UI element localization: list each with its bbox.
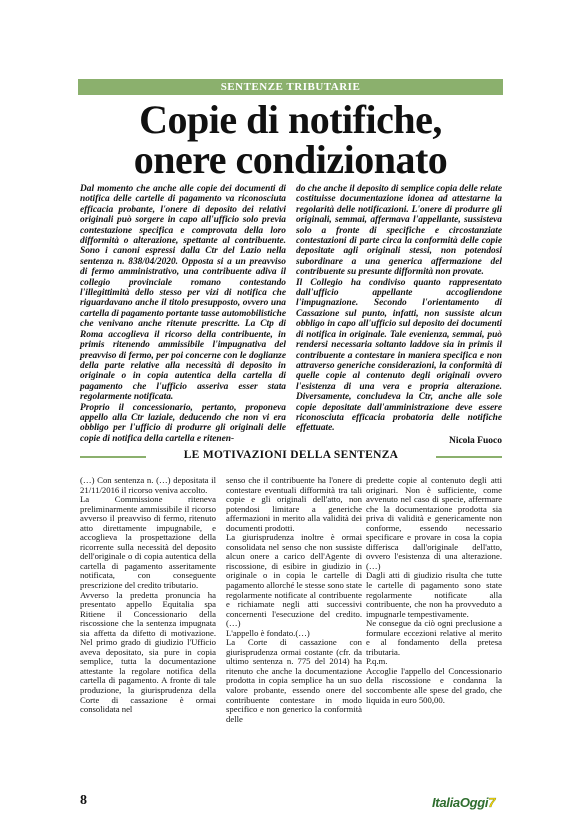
body-paragraph: predette copie al contenuto degli atti originari. Non è sufficiente, come avvenuto nel caso di specie, affermare che la documentazione prodotta sia priva di validità e genericamente non conforme, essendo necessario specificare e provare in cosa la copia differisca dall'originale dell'atto, ovvero l'esistenza di una alterazione.(…) <box>366 475 502 571</box>
headline-line-2: onere condizionato <box>133 137 448 182</box>
body-paragraph: La Corte di cassazione con giurisprudenza ormai costante (cfr. da ultimo sentenza n. 775 del 2014) ha ritenuto che anche la documentazione prodotta in copia semplice ha un suo valore probante, essendo onere del contribuente contestare in modo specifico e non generico la conformità delle <box>226 637 362 724</box>
body-paragraph: Dagli atti di giudizio risulta che tutte le cartelle di pagamento sono state regolarmente notificate alla contribuente, che non ha provveduto a impugnarle tempestivamente. <box>366 570 502 619</box>
body-column-3 <box>366 476 502 705</box>
body-column-2 <box>226 476 362 724</box>
body-paragraph: Accoglie l'appello del Concessionario della riscossione e condanna la soccombente alle spese del grado, che liquida in euro 500,00. <box>366 665 502 705</box>
lead-column-2 <box>296 184 502 446</box>
page-number: 8 <box>80 793 87 808</box>
body-paragraph: P.q.m. <box>366 656 388 667</box>
body-paragraph: senso che il contribuente ha l'onere di contestare eventuali difformità tra tali copie e gli originali dell'atto, non potendosi limitare a generiche affermazioni in merito alla validità dei documenti prodotti. <box>226 475 362 533</box>
body-column-1 <box>80 476 216 715</box>
lead-paragraph: Il Collegio ha condiviso quanto rappresentato dall'ufficio appellante accogliendone l'impugnazione. Secondo l'orientamento di Cassazione sul punto, infatti, non sussiste alcun obbligo in capo all'ufficio sul deposito dei documenti di notifica in originale. Tale evenienza, semmai, può rendersi necessaria soltanto laddove sia in primis il contribuente a contestare in maniera specifica e non attraverso generiche considerazioni, la conformità di quelle copie al contenuto degli originali ovvero l'esistenza di una vera e propria alterazione. Diversamente, concludeva la Ctr, anche alle sole copie depositate dall'amministrazione deve essere riconosciuta efficacia probatoria delle notifiche effettuate. <box>296 277 502 434</box>
logo-accent: 7 <box>488 795 496 810</box>
publication-logo <box>432 795 495 810</box>
body-paragraph: (…) Con sentenza n. (…) depositata il 21/11/2016 il ricorso veniva accolto. <box>80 475 216 495</box>
section-rule-right <box>436 456 502 458</box>
lead-paragraph: Dal momento che anche alle copie dei documenti di notifica delle cartelle di pagamento va riconosciuta efficacia probante, l'onere di deposito dei relativi originali può sorgere in capo all'ufficio solo previa contestazione specifica e comprovata della loro difformità o alterazione, spettante al contribuente. Sono i canoni espressi dalla Ctr del Lazio nella sentenza n. 838/04/2020. Opposta si a un preavviso di fermo amministrativo, una contribuente adiva il collegio provinciale romano contestando l'illegittimità dello stesso per vizi di notifica che riguardavano anche il titolo presupposto, ovvero una cartella di pagamento portante tasse automobilistiche che venivano anche ritenute prescritte. La Ctp di Roma accoglieva il ricorso della contribuente, in primis ritenendo ammissibile l'impugnativa del preavviso di fermo, per poi concerne con le doglianze della parte relative alla necessità di deposito in originale o in copia autentica della cartella di pagamento che l'ufficio asseriva esser stata regolarmente notificata. <box>80 184 286 403</box>
headline <box>78 97 503 182</box>
lead-paragraph: do che anche il deposito di semplice copia delle relate costituisse documentazione idonea ad attestarne la regolarità delle notificazioni. L'onere di produrre gli originali, semmai, affermava l'appellante, sussisteva solo a fronte di specifiche e circostanziate contestazioni di parte circa la conformità delle copie depositate agli originali stessi, non potendosi subordinare a una generica affermazione del contribuente su presunte difformità non provate. <box>296 184 502 278</box>
body-paragraph: L'appello è fondato.(…) <box>226 627 310 638</box>
headline-line-1: Copie di notifiche, <box>139 97 442 142</box>
lead-paragraph: Proprio il concessionario, pertanto, proponeva appello alla Ctr laziale, deducendo che non vi era obbligo per l'ufficio di produrre gli originali delle copie di notifica della cartella e ritenen- <box>80 402 286 444</box>
lead-column-1 <box>80 184 286 444</box>
body-paragraph: La giurisprudenza inoltre è ormai consolidata nel senso che non sussiste alcun onere a carico dell'Agente di riscossione, di esibire in giudizio in originale o in copia le cartelle di pagamento allorché le stesse sono state regolarmente notificate al contribuente e richiamate negli atti successivi concernenti l'esecuzione del credito.(…) <box>226 532 362 629</box>
body-paragraph: Ne consegue da ciò ogni preclusione a formulare eccezioni relative al merito e al fondamento della pretesa tributaria. <box>366 618 502 657</box>
body-paragraph: Avverso la predetta pronuncia ha presentato appello Equitalia spa Ritiene il Concessionario della riscossione che la sentenza impugnata sia affetta da difetto di motivazione. Nel primo grado di giudizio l'Ufficio aveva depositato, sia pure in copia semplice, tutta la documentazione attestante la regolare notifica della cartella di pagamento. A fronte di tale produzione, la giurisprudenza della Corte di cassazione è ormai consolidata nel <box>80 589 216 715</box>
section-rule-left <box>80 456 146 458</box>
body-paragraph: La Commissione riteneva preliminarmente ammissibile il ricorso avverso il preavviso di fermo, ritenuto atto direttamente impugnabile, e accoglieva la prospettazione della ricorrente sulla necessità del deposito dell'originale o di copia autentica della cartella di pagamento asseritamente notificata, con conseguente prescrizione del credito tributario. <box>80 494 216 591</box>
section-banner: SENTENZE TRIBUTARIE <box>78 79 503 95</box>
logo-text: ItaliaOggi <box>432 795 489 810</box>
section-title: LE MOTIVAZIONI DELLA SENTENZA <box>183 449 399 461</box>
author-byline: Nicola Fuoco <box>448 435 502 446</box>
